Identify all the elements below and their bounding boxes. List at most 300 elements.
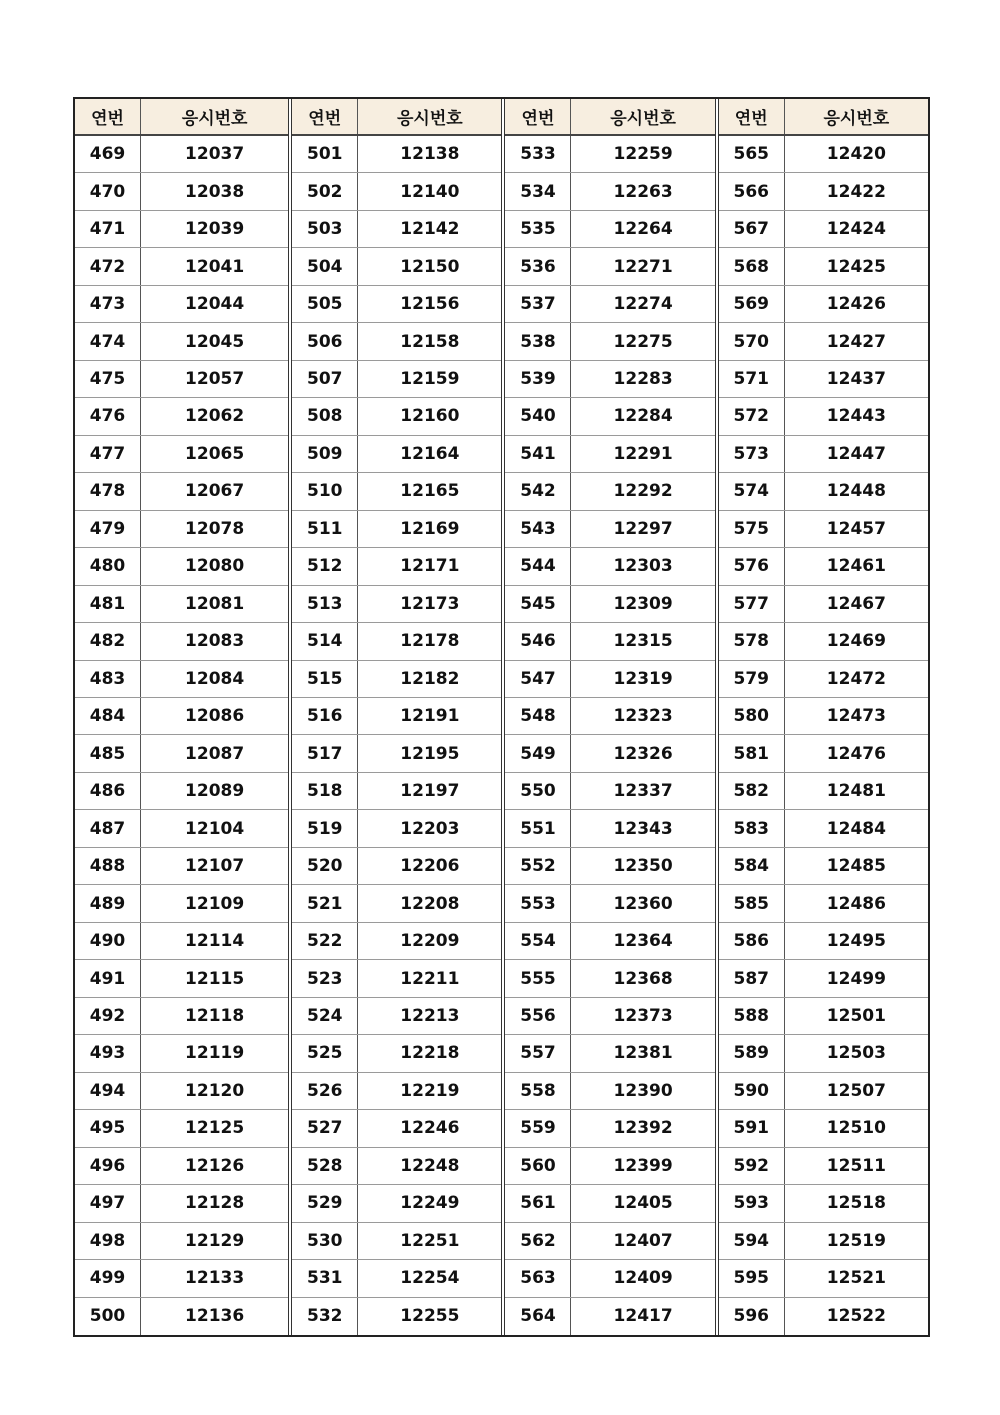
- exam-no-cell: 12078: [185, 518, 245, 539]
- exam-no-cell: 12086: [185, 706, 245, 727]
- seq-cell: 475: [75, 361, 141, 397]
- table-row: [505, 173, 714, 210]
- table-row: [292, 511, 501, 548]
- table-row: [505, 698, 714, 735]
- table-row: [505, 1260, 714, 1297]
- table-row: [719, 398, 928, 435]
- table-row: [505, 848, 714, 885]
- seq-cell: 524: [292, 998, 358, 1034]
- exam-no-cell: 12041: [185, 256, 245, 277]
- table-row: [505, 1185, 714, 1222]
- table-row: [75, 323, 288, 360]
- table-row: [719, 1035, 928, 1072]
- table-row: [719, 473, 928, 510]
- exam-no-cell: 12323: [613, 706, 673, 727]
- exam-no-cell: 12089: [185, 781, 245, 802]
- exam-no-cell: 12259: [613, 144, 673, 165]
- exam-no-cell: 12461: [826, 556, 886, 577]
- exam-no-cell: 12104: [185, 818, 245, 839]
- exam-no-cell: 12107: [185, 856, 245, 877]
- table-row: [292, 1223, 501, 1260]
- table-row: [75, 885, 288, 922]
- seq-cell: 562: [505, 1223, 571, 1259]
- table-row: [75, 173, 288, 210]
- table-row: [292, 773, 501, 810]
- table-row: [75, 773, 288, 810]
- table-row: [719, 586, 928, 623]
- seq-cell: 570: [719, 323, 785, 359]
- seq-cell: 588: [719, 998, 785, 1034]
- exam-no-cell: 12171: [400, 556, 460, 577]
- table-row: [75, 1035, 288, 1072]
- seq-cell: 526: [292, 1073, 358, 1109]
- exam-no-cell: 12427: [826, 331, 886, 352]
- header-seq: 연번: [505, 99, 571, 134]
- table-row: [719, 848, 928, 885]
- exam-no-cell: 12125: [185, 1118, 245, 1139]
- header-row: [505, 99, 714, 136]
- exam-no-cell: 12081: [185, 593, 245, 614]
- seq-cell: 497: [75, 1185, 141, 1221]
- table-row: [75, 1110, 288, 1147]
- header-exam-no: 응시번호: [610, 108, 676, 129]
- exam-no-cell: 12057: [185, 369, 245, 390]
- table-row: [292, 848, 501, 885]
- seq-cell: 499: [75, 1260, 141, 1296]
- seq-cell: 573: [719, 436, 785, 472]
- table-row: [719, 960, 928, 997]
- seq-cell: 594: [719, 1223, 785, 1259]
- exam-no-cell: 12284: [613, 406, 673, 427]
- table-row: [292, 211, 501, 248]
- exam-no-cell: 12297: [613, 518, 673, 539]
- seq-cell: 540: [505, 398, 571, 434]
- seq-cell: 557: [505, 1035, 571, 1071]
- seq-cell: 531: [292, 1260, 358, 1296]
- table-row: [719, 773, 928, 810]
- seq-cell: 576: [719, 548, 785, 584]
- exam-no-cell: 12473: [826, 706, 886, 727]
- seq-cell: 515: [292, 661, 358, 697]
- seq-cell: 491: [75, 960, 141, 996]
- table-row: [719, 998, 928, 1035]
- table-row: [505, 960, 714, 997]
- seq-cell: 486: [75, 773, 141, 809]
- seq-cell: 569: [719, 286, 785, 322]
- exam-no-cell: 12507: [826, 1080, 886, 1101]
- exam-no-cell: 12472: [826, 668, 886, 689]
- seq-cell: 581: [719, 735, 785, 771]
- seq-cell: 495: [75, 1110, 141, 1146]
- exam-no-cell: 12315: [613, 631, 673, 652]
- exam-no-cell: 12191: [400, 706, 460, 727]
- seq-cell: 533: [505, 136, 571, 172]
- table-row: [505, 998, 714, 1035]
- exam-no-cell: 12140: [400, 181, 460, 202]
- exam-no-cell: 12119: [185, 1043, 245, 1064]
- table-row: [719, 1298, 928, 1335]
- exam-no-cell: 12319: [613, 668, 673, 689]
- seq-cell: 470: [75, 173, 141, 209]
- table-row: [75, 473, 288, 510]
- exam-no-cell: 12457: [826, 518, 886, 539]
- table-row: [75, 398, 288, 435]
- seq-cell: 574: [719, 473, 785, 509]
- seq-cell: 595: [719, 1260, 785, 1296]
- table-row: [719, 511, 928, 548]
- seq-cell: 556: [505, 998, 571, 1034]
- table-row: [505, 923, 714, 960]
- table-row: [292, 436, 501, 473]
- exam-no-cell: 12178: [400, 631, 460, 652]
- table-row: [292, 361, 501, 398]
- seq-cell: 543: [505, 511, 571, 547]
- header-exam-no: 응시번호: [181, 108, 248, 129]
- table-row: [292, 661, 501, 698]
- exam-no-cell: 12481: [826, 781, 886, 802]
- exam-no-cell: 12448: [826, 481, 886, 502]
- exam-no-cell: 12129: [185, 1230, 245, 1251]
- exam-no-cell: 12368: [613, 968, 673, 989]
- exam-no-cell: 12126: [185, 1155, 245, 1176]
- exam-no-cell: 12381: [613, 1043, 673, 1064]
- exam-no-cell: 12522: [826, 1306, 886, 1327]
- seq-cell: 593: [719, 1185, 785, 1221]
- exam-no-cell: 12044: [185, 294, 245, 315]
- exam-no-cell: 12405: [613, 1193, 673, 1214]
- exam-no-cell: 12264: [613, 219, 673, 240]
- exam-no-cell: 12417: [613, 1306, 673, 1327]
- exam-no-cell: 12443: [826, 406, 886, 427]
- exam-no-cell: 12518: [826, 1193, 886, 1214]
- seq-cell: 590: [719, 1073, 785, 1109]
- table-row: [505, 548, 714, 585]
- exam-no-cell: 12484: [826, 818, 886, 839]
- exam-no-cell: 12392: [613, 1118, 673, 1139]
- exam-no-cell: 12084: [185, 668, 245, 689]
- seq-cell: 479: [75, 511, 141, 547]
- exam-no-cell: 12437: [826, 369, 886, 390]
- exam-no-cell: 12251: [400, 1230, 460, 1251]
- seq-cell: 500: [75, 1298, 141, 1335]
- seq-cell: 507: [292, 361, 358, 397]
- exam-no-cell: 12087: [185, 743, 245, 764]
- exam-no-cell: 12109: [185, 893, 245, 914]
- table-row: [719, 623, 928, 660]
- seq-cell: 565: [719, 136, 785, 172]
- seq-cell: 477: [75, 436, 141, 472]
- header-exam-no: 응시번호: [823, 108, 890, 129]
- table-row: [505, 623, 714, 660]
- exam-no-cell: 12303: [613, 556, 673, 577]
- exam-no-cell: 12426: [826, 294, 886, 315]
- seq-cell: 532: [292, 1298, 358, 1335]
- table-row: [719, 661, 928, 698]
- exam-no-cell: 12425: [826, 256, 886, 277]
- exam-no-cell: 12133: [185, 1268, 245, 1289]
- seq-cell: 552: [505, 848, 571, 884]
- seq-cell: 504: [292, 248, 358, 284]
- table-row: [719, 136, 928, 173]
- table-row: [292, 1185, 501, 1222]
- table-row: [719, 1110, 928, 1147]
- exam-no-cell: 12291: [613, 443, 673, 464]
- seq-cell: 514: [292, 623, 358, 659]
- exam-no-cell: 12136: [185, 1306, 245, 1327]
- seq-cell: 520: [292, 848, 358, 884]
- exam-no-cell: 12150: [400, 256, 460, 277]
- seq-cell: 580: [719, 698, 785, 734]
- seq-cell: 579: [719, 661, 785, 697]
- seq-cell: 517: [292, 735, 358, 771]
- seq-cell: 480: [75, 548, 141, 584]
- exam-no-cell: 12037: [185, 144, 245, 165]
- table-row: [292, 735, 501, 772]
- seq-cell: 539: [505, 361, 571, 397]
- seq-cell: 474: [75, 323, 141, 359]
- exam-no-cell: 12519: [826, 1230, 886, 1251]
- seq-cell: 591: [719, 1110, 785, 1146]
- exam-no-cell: 12420: [826, 144, 886, 165]
- exam-no-cell: 12350: [613, 856, 673, 877]
- exam-no-cell: 12510: [826, 1118, 886, 1139]
- exam-no-cell: 12274: [613, 294, 673, 315]
- seq-cell: 564: [505, 1298, 571, 1335]
- table-row: [292, 173, 501, 210]
- exam-no-cell: 12283: [613, 369, 673, 390]
- table-row: [719, 923, 928, 960]
- exam-no-cell: 12343: [613, 818, 673, 839]
- exam-no-cell: 12467: [826, 593, 886, 614]
- exam-no-cell: 12407: [613, 1230, 673, 1251]
- seq-cell: 546: [505, 623, 571, 659]
- table-row: [75, 548, 288, 585]
- exam-no-cell: 12263: [613, 181, 673, 202]
- exam-no-cell: 12120: [185, 1080, 245, 1101]
- table-row: [292, 923, 501, 960]
- table-row: [292, 1110, 501, 1147]
- table-row: [292, 398, 501, 435]
- table-row: [505, 1148, 714, 1185]
- exam-no-cell: 12447: [826, 443, 886, 464]
- exam-no-cell: 12495: [826, 931, 886, 952]
- table-row: [75, 1185, 288, 1222]
- table-row: [75, 698, 288, 735]
- seq-cell: 490: [75, 923, 141, 959]
- table-row: [719, 1148, 928, 1185]
- exam-no-cell: 12271: [613, 256, 673, 277]
- exam-no-cell: 12246: [400, 1118, 460, 1139]
- table-block: [715, 99, 928, 1335]
- exam-no-cell: 12169: [400, 518, 460, 539]
- header-seq: 연번: [719, 99, 785, 134]
- seq-cell: 487: [75, 810, 141, 846]
- seq-cell: 522: [292, 923, 358, 959]
- header-row: [719, 99, 928, 136]
- exam-no-cell: 12275: [613, 331, 673, 352]
- table-row: [505, 661, 714, 698]
- table-row: [75, 211, 288, 248]
- seq-cell: 554: [505, 923, 571, 959]
- table-row: [505, 735, 714, 772]
- table-row: [719, 698, 928, 735]
- seq-cell: 503: [292, 211, 358, 247]
- seq-cell: 506: [292, 323, 358, 359]
- table-row: [292, 136, 501, 173]
- table-row: [505, 1073, 714, 1110]
- seq-cell: 560: [505, 1148, 571, 1184]
- table-row: [292, 810, 501, 847]
- table-row: [292, 885, 501, 922]
- table-row: [719, 1073, 928, 1110]
- seq-cell: 584: [719, 848, 785, 884]
- table-row: [292, 1148, 501, 1185]
- table-row: [719, 248, 928, 285]
- table-row: [719, 548, 928, 585]
- table-row: [505, 1035, 714, 1072]
- seq-cell: 508: [292, 398, 358, 434]
- table-row: [505, 1110, 714, 1147]
- table-row: [75, 1073, 288, 1110]
- seq-cell: 516: [292, 698, 358, 734]
- table-row: [292, 473, 501, 510]
- exam-no-cell: 12399: [613, 1155, 673, 1176]
- table-row: [719, 810, 928, 847]
- seq-cell: 530: [292, 1223, 358, 1259]
- table-row: [75, 511, 288, 548]
- exam-no-cell: 12255: [400, 1306, 460, 1327]
- seq-cell: 502: [292, 173, 358, 209]
- seq-cell: 510: [292, 473, 358, 509]
- seq-cell: 529: [292, 1185, 358, 1221]
- exam-no-cell: 12521: [826, 1268, 886, 1289]
- exam-no-cell: 12083: [185, 631, 245, 652]
- seq-cell: 550: [505, 773, 571, 809]
- seq-cell: 481: [75, 586, 141, 622]
- table-row: [505, 248, 714, 285]
- seq-cell: 476: [75, 398, 141, 434]
- seq-cell: 538: [505, 323, 571, 359]
- seq-cell: 578: [719, 623, 785, 659]
- exam-no-cell: 12206: [400, 856, 460, 877]
- seq-cell: 472: [75, 248, 141, 284]
- seq-cell: 527: [292, 1110, 358, 1146]
- seq-cell: 544: [505, 548, 571, 584]
- table-row: [75, 623, 288, 660]
- seq-cell: 559: [505, 1110, 571, 1146]
- table-block: [288, 99, 501, 1335]
- seq-cell: 548: [505, 698, 571, 734]
- exam-no-cell: 12208: [400, 893, 460, 914]
- seq-cell: 484: [75, 698, 141, 734]
- exam-no-cell: 12080: [185, 556, 245, 577]
- table-row: [75, 923, 288, 960]
- exam-no-cell: 12203: [400, 818, 460, 839]
- seq-cell: 592: [719, 1148, 785, 1184]
- seq-cell: 585: [719, 885, 785, 921]
- exam-no-cell: 12067: [185, 481, 245, 502]
- seq-cell: 525: [292, 1035, 358, 1071]
- exam-no-cell: 12062: [185, 406, 245, 427]
- table-row: [719, 211, 928, 248]
- table-row: [292, 548, 501, 585]
- exam-no-cell: 12138: [400, 144, 460, 165]
- seq-cell: 589: [719, 1035, 785, 1071]
- seq-cell: 483: [75, 661, 141, 697]
- exam-no-cell: 12469: [826, 631, 886, 652]
- table-row: [292, 960, 501, 997]
- table-row: [505, 361, 714, 398]
- table-row: [719, 1260, 928, 1297]
- seq-cell: 568: [719, 248, 785, 284]
- seq-cell: 501: [292, 136, 358, 172]
- exam-no-cell: 12165: [400, 481, 460, 502]
- seq-cell: 596: [719, 1298, 785, 1335]
- table-row: [505, 436, 714, 473]
- seq-cell: 485: [75, 735, 141, 771]
- table-row: [505, 1298, 714, 1335]
- table-row: [292, 1073, 501, 1110]
- exam-no-cell: 12337: [613, 781, 673, 802]
- table-row: [75, 1148, 288, 1185]
- table-row: [75, 998, 288, 1035]
- exam-no-cell: 12424: [826, 219, 886, 240]
- exam-no-cell: 12485: [826, 856, 886, 877]
- exam-no-cell: 12195: [400, 743, 460, 764]
- table-row: [505, 773, 714, 810]
- exam-no-cell: 12503: [826, 1043, 886, 1064]
- exam-no-cell: 12213: [400, 1005, 460, 1026]
- seq-cell: 536: [505, 248, 571, 284]
- seq-cell: 583: [719, 810, 785, 846]
- table-row: [505, 398, 714, 435]
- seq-cell: 513: [292, 586, 358, 622]
- table-row: [75, 286, 288, 323]
- exam-no-cell: 12158: [400, 331, 460, 352]
- seq-cell: 555: [505, 960, 571, 996]
- exam-no-cell: 12197: [400, 781, 460, 802]
- exam-no-cell: 12476: [826, 743, 886, 764]
- seq-cell: 551: [505, 810, 571, 846]
- table-row: [292, 248, 501, 285]
- table-row: [292, 586, 501, 623]
- seq-cell: 469: [75, 136, 141, 172]
- table-row: [719, 436, 928, 473]
- seq-cell: 473: [75, 286, 141, 322]
- exam-no-cell: 12160: [400, 406, 460, 427]
- seq-cell: 519: [292, 810, 358, 846]
- table-row: [505, 511, 714, 548]
- table-row: [75, 361, 288, 398]
- table-row: [505, 586, 714, 623]
- header-seq: 연번: [75, 99, 141, 134]
- table-row: [505, 473, 714, 510]
- seq-cell: 542: [505, 473, 571, 509]
- exam-no-cell: 12390: [613, 1080, 673, 1101]
- table-row: [75, 848, 288, 885]
- seq-cell: 567: [719, 211, 785, 247]
- table-row: [292, 286, 501, 323]
- table-row: [75, 1223, 288, 1260]
- exam-no-cell: 12292: [613, 481, 673, 502]
- exam-no-cell: 12422: [826, 181, 886, 202]
- table-row: [75, 1260, 288, 1297]
- table-row: [505, 211, 714, 248]
- table-row: [292, 323, 501, 360]
- seq-cell: 523: [292, 960, 358, 996]
- table-row: [719, 1185, 928, 1222]
- exam-no-cell: 12142: [400, 219, 460, 240]
